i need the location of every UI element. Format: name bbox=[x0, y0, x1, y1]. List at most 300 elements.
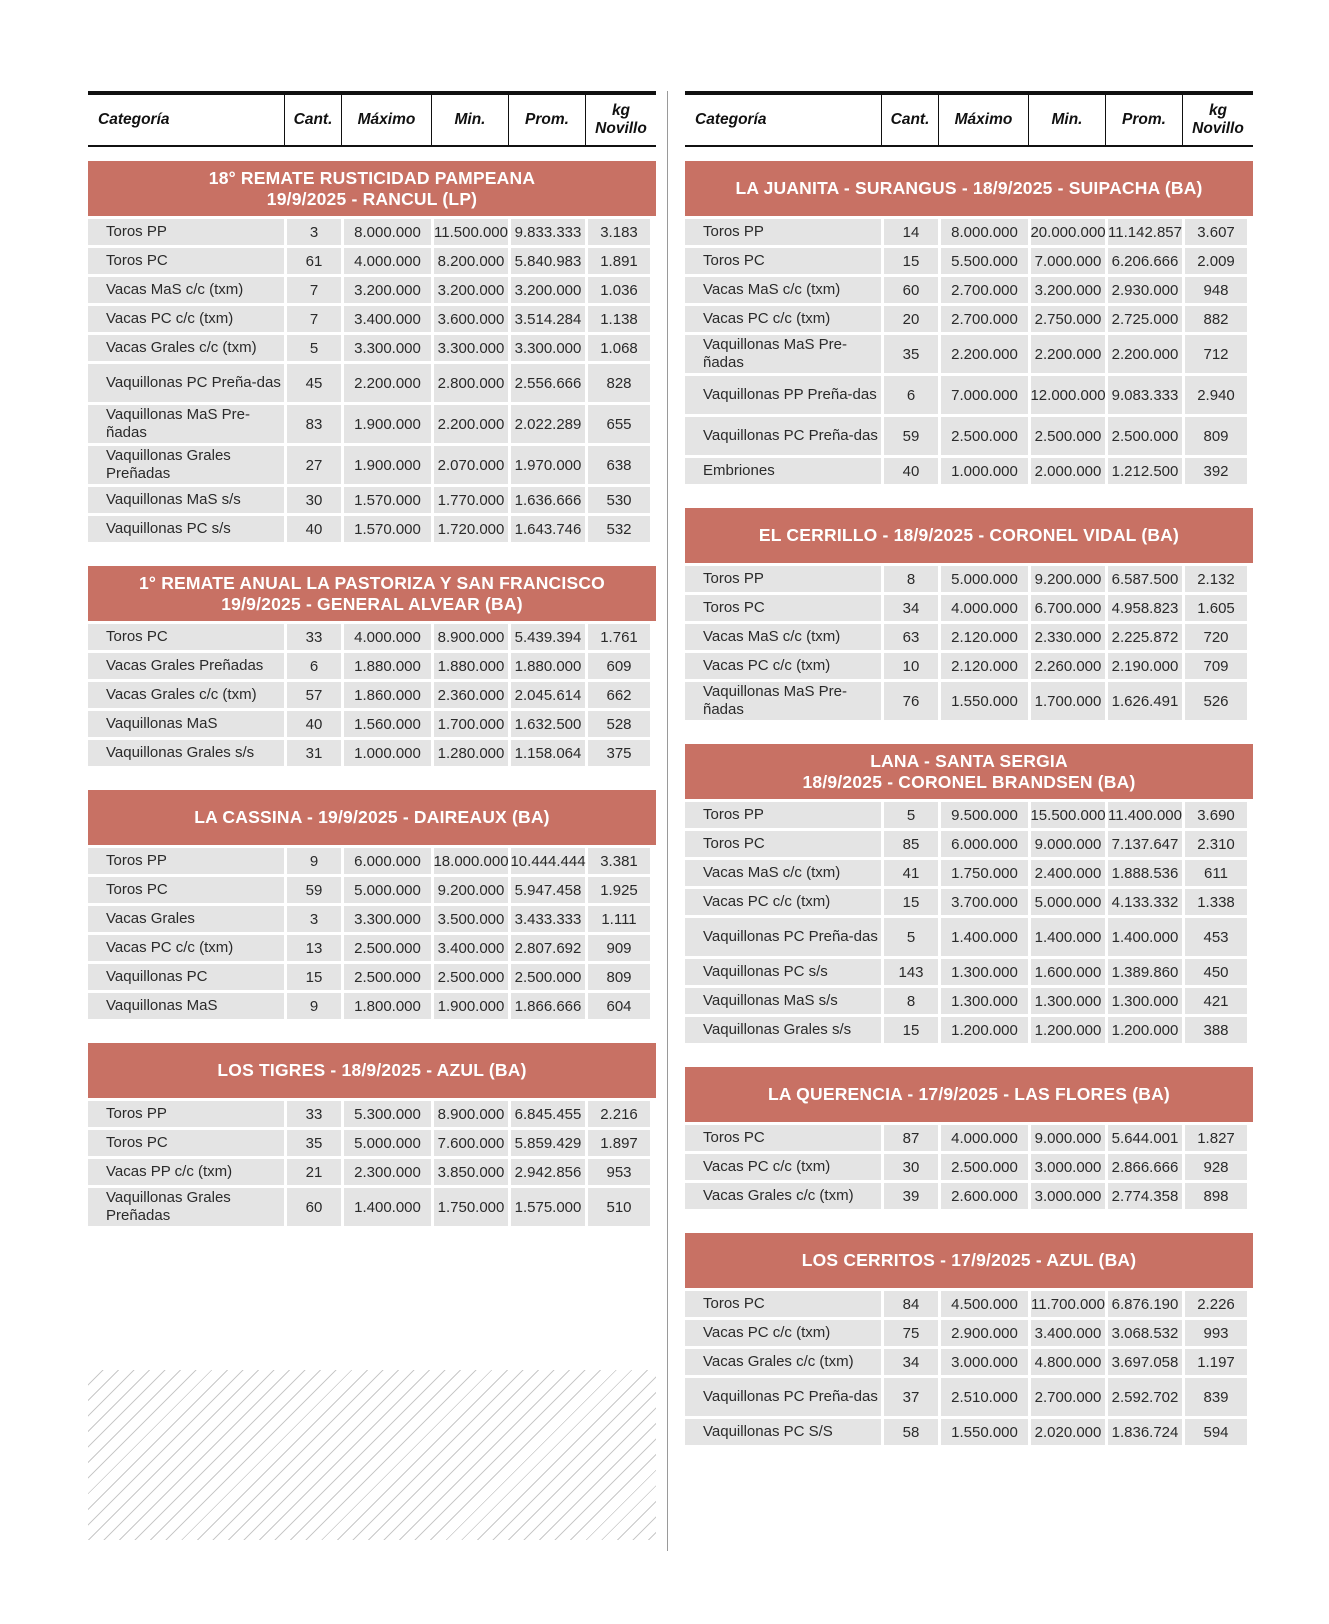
cell-cant: 34 bbox=[884, 595, 938, 621]
cell-min: 1.700.000 bbox=[434, 711, 508, 737]
cell-prom: 1.632.500 bbox=[511, 711, 585, 737]
header-maximo: Máximo bbox=[938, 95, 1028, 145]
table-row bbox=[88, 487, 656, 513]
cell-kg-novillo: 909 bbox=[588, 935, 650, 961]
cell-kg-novillo: 1.891 bbox=[588, 248, 650, 274]
auction-section bbox=[685, 744, 1253, 1043]
cell-maximo: 2.120.000 bbox=[941, 653, 1028, 679]
cell-kg-novillo: 3.183 bbox=[588, 219, 650, 245]
cell-kg-novillo: 604 bbox=[588, 993, 650, 1019]
header-categoria: Categoría bbox=[695, 111, 767, 129]
cell-categoria: Toros PC bbox=[88, 248, 284, 274]
cell-kg-novillo: 839 bbox=[1185, 1378, 1247, 1416]
cell-kg-novillo: 530 bbox=[588, 487, 650, 513]
cell-min: 8.900.000 bbox=[434, 624, 508, 650]
cell-kg-novillo: 609 bbox=[588, 653, 650, 679]
cell-cant: 35 bbox=[287, 1130, 341, 1156]
cell-cant: 83 bbox=[287, 405, 341, 443]
cell-prom: 2.200.000 bbox=[1108, 335, 1182, 373]
cell-kg-novillo: 375 bbox=[588, 740, 650, 766]
cell-prom: 11.400.000 bbox=[1108, 802, 1182, 828]
table-row bbox=[685, 1125, 1253, 1151]
table-row bbox=[88, 964, 656, 990]
cell-cant: 60 bbox=[884, 277, 938, 303]
cell-prom: 6.845.455 bbox=[511, 1101, 585, 1127]
table-row bbox=[685, 1378, 1253, 1416]
table-row bbox=[88, 446, 656, 484]
cell-prom: 3.300.000 bbox=[511, 335, 585, 361]
cell-categoria: Vaquillonas PC S/S bbox=[685, 1419, 881, 1445]
section-title-line: EL CERRILLO - 18/9/2025 - CORONEL VIDAL (BA) bbox=[758, 525, 1180, 545]
section-title-line: LA QUERENCIA - 17/9/2025 - LAS FLORES (BA) bbox=[768, 1084, 1170, 1104]
cell-kg-novillo: 2.216 bbox=[588, 1101, 650, 1127]
cell-min: 9.000.000 bbox=[1031, 1125, 1105, 1151]
cell-kg-novillo: 1.605 bbox=[1185, 595, 1247, 621]
cell-prom: 1.643.746 bbox=[511, 516, 585, 542]
cell-cant: 6 bbox=[884, 376, 938, 414]
cell-kg-novillo: 1.338 bbox=[1185, 889, 1247, 915]
cell-cant: 15 bbox=[884, 248, 938, 274]
cell-min: 9.200.000 bbox=[1031, 566, 1105, 592]
cell-maximo: 1.800.000 bbox=[344, 993, 431, 1019]
cell-min: 3.500.000 bbox=[434, 906, 508, 932]
cell-min: 9.200.000 bbox=[434, 877, 508, 903]
cell-maximo: 3.300.000 bbox=[344, 335, 431, 361]
section-title bbox=[88, 790, 656, 845]
auction-section bbox=[88, 161, 656, 542]
cell-cant: 8 bbox=[884, 988, 938, 1014]
cell-kg-novillo: 392 bbox=[1185, 458, 1247, 484]
cell-cant: 14 bbox=[884, 219, 938, 245]
cell-categoria: Vacas PC c/c (txm) bbox=[685, 1154, 881, 1180]
table-row bbox=[88, 653, 656, 679]
cell-maximo: 3.400.000 bbox=[344, 306, 431, 332]
cell-prom: 2.500.000 bbox=[1108, 417, 1182, 455]
cell-kg-novillo: 1.761 bbox=[588, 624, 650, 650]
table-row bbox=[685, 1419, 1253, 1445]
cell-categoria: Vaquillonas MaS Pre-ñadas bbox=[88, 405, 284, 443]
cell-categoria: Vacas Grales c/c (txm) bbox=[685, 1183, 881, 1209]
table-row bbox=[88, 906, 656, 932]
section-title-line: 18/9/2025 - CORONEL BRANDSEN (BA) bbox=[802, 771, 1136, 792]
cell-categoria: Toros PP bbox=[88, 1101, 284, 1127]
cell-cant: 41 bbox=[884, 860, 938, 886]
cell-prom: 2.225.872 bbox=[1108, 624, 1182, 650]
cell-kg-novillo: 898 bbox=[1185, 1183, 1247, 1209]
cell-categoria: Vaquillonas MaS s/s bbox=[88, 487, 284, 513]
cell-cant: 59 bbox=[287, 877, 341, 903]
table-row bbox=[88, 335, 656, 361]
cell-min: 11.500.000 bbox=[434, 219, 508, 245]
table-row bbox=[88, 877, 656, 903]
cell-min: 2.200.000 bbox=[1031, 335, 1105, 373]
cell-cant: 6 bbox=[287, 653, 341, 679]
cell-maximo: 1.300.000 bbox=[941, 959, 1028, 985]
table-row bbox=[685, 802, 1253, 828]
cell-prom: 11.142.857 bbox=[1108, 219, 1182, 245]
cell-cant: 30 bbox=[287, 487, 341, 513]
table-row bbox=[88, 848, 656, 874]
cell-kg-novillo: 388 bbox=[1185, 1017, 1247, 1043]
cell-categoria: Vaquillonas Grales Preñadas bbox=[88, 446, 284, 484]
cell-categoria: Toros PP bbox=[685, 566, 881, 592]
table-row bbox=[88, 1159, 656, 1185]
cell-maximo: 2.500.000 bbox=[344, 964, 431, 990]
section-title-line: 1° REMATE ANUAL LA PASTORIZA Y SAN FRANCISCO bbox=[139, 572, 605, 593]
cell-prom: 2.866.666 bbox=[1108, 1154, 1182, 1180]
cell-cant: 3 bbox=[287, 906, 341, 932]
header-min: Min. bbox=[1028, 95, 1105, 145]
cell-maximo: 1.550.000 bbox=[941, 1419, 1028, 1445]
cell-prom: 2.942.856 bbox=[511, 1159, 585, 1185]
cell-min: 1.400.000 bbox=[1031, 918, 1105, 956]
cell-prom: 1.626.491 bbox=[1108, 682, 1182, 720]
cell-cant: 15 bbox=[287, 964, 341, 990]
cell-kg-novillo: 2.940 bbox=[1185, 376, 1247, 414]
cell-categoria: Vaquillonas PC Preña-das bbox=[685, 918, 881, 956]
cell-prom: 1.389.860 bbox=[1108, 959, 1182, 985]
table-row bbox=[88, 405, 656, 443]
cell-kg-novillo: 993 bbox=[1185, 1320, 1247, 1346]
right-sections bbox=[685, 161, 1253, 1445]
cell-cant: 9 bbox=[287, 993, 341, 1019]
cell-maximo: 2.200.000 bbox=[941, 335, 1028, 373]
cell-maximo: 2.500.000 bbox=[941, 417, 1028, 455]
cell-kg-novillo: 1.897 bbox=[588, 1130, 650, 1156]
cell-prom: 3.200.000 bbox=[511, 277, 585, 303]
table-row bbox=[685, 417, 1253, 455]
cell-categoria: Toros PC bbox=[88, 877, 284, 903]
cell-categoria: Vacas PP c/c (txm) bbox=[88, 1159, 284, 1185]
cell-cant: 45 bbox=[287, 364, 341, 402]
cell-prom: 3.433.333 bbox=[511, 906, 585, 932]
cell-prom: 1.300.000 bbox=[1108, 988, 1182, 1014]
cell-maximo: 2.700.000 bbox=[941, 277, 1028, 303]
cell-cant: 10 bbox=[884, 653, 938, 679]
cell-prom: 2.022.289 bbox=[511, 405, 585, 443]
cell-min: 2.500.000 bbox=[1031, 417, 1105, 455]
right-column bbox=[685, 91, 1253, 1448]
table-row bbox=[685, 682, 1253, 720]
cell-min: 1.750.000 bbox=[434, 1188, 508, 1226]
section-title-line: 19/9/2025 - RANCUL (LP) bbox=[266, 188, 478, 209]
table-row bbox=[685, 918, 1253, 956]
cell-categoria: Toros PC bbox=[88, 1130, 284, 1156]
cell-min: 3.400.000 bbox=[1031, 1320, 1105, 1346]
cell-kg-novillo: 532 bbox=[588, 516, 650, 542]
cell-kg-novillo: 421 bbox=[1185, 988, 1247, 1014]
cell-min: 3.200.000 bbox=[1031, 277, 1105, 303]
cell-cant: 75 bbox=[884, 1320, 938, 1346]
table-row bbox=[88, 711, 656, 737]
table-row bbox=[88, 219, 656, 245]
cell-categoria: Vaquillonas PC Preña-das bbox=[685, 417, 881, 455]
cell-prom: 4.133.332 bbox=[1108, 889, 1182, 915]
cell-kg-novillo: 720 bbox=[1185, 624, 1247, 650]
cell-maximo: 2.200.000 bbox=[344, 364, 431, 402]
cell-categoria: Vacas Grales Preñadas bbox=[88, 653, 284, 679]
cell-categoria: Vaquillonas MaS Pre-ñadas bbox=[685, 682, 881, 720]
cell-maximo: 6.000.000 bbox=[344, 848, 431, 874]
cell-prom: 5.859.429 bbox=[511, 1130, 585, 1156]
cell-maximo: 4.000.000 bbox=[344, 624, 431, 650]
cell-cant: 40 bbox=[287, 711, 341, 737]
left-column bbox=[88, 91, 656, 1229]
table-row bbox=[685, 1154, 1253, 1180]
cell-kg-novillo: 948 bbox=[1185, 277, 1247, 303]
cell-cant: 87 bbox=[884, 1125, 938, 1151]
table-header bbox=[88, 91, 656, 147]
cell-min: 1.720.000 bbox=[434, 516, 508, 542]
table-row bbox=[685, 959, 1253, 985]
cell-cant: 33 bbox=[287, 1101, 341, 1127]
cell-maximo: 1.570.000 bbox=[344, 516, 431, 542]
cell-prom: 1.888.536 bbox=[1108, 860, 1182, 886]
cell-prom: 9.833.333 bbox=[511, 219, 585, 245]
cell-maximo: 7.000.000 bbox=[941, 376, 1028, 414]
cell-maximo: 1.000.000 bbox=[941, 458, 1028, 484]
cell-cant: 39 bbox=[884, 1183, 938, 1209]
cell-prom: 5.947.458 bbox=[511, 877, 585, 903]
table-row bbox=[685, 595, 1253, 621]
cell-kg-novillo: 709 bbox=[1185, 653, 1247, 679]
cell-categoria: Vacas PC c/c (txm) bbox=[88, 306, 284, 332]
cell-categoria: Toros PC bbox=[685, 595, 881, 621]
cell-min: 2.700.000 bbox=[1031, 1378, 1105, 1416]
cell-kg-novillo: 450 bbox=[1185, 959, 1247, 985]
cell-min: 3.400.000 bbox=[434, 935, 508, 961]
cell-categoria: Toros PC bbox=[685, 1291, 881, 1317]
cell-min: 4.800.000 bbox=[1031, 1349, 1105, 1375]
cell-kg-novillo: 510 bbox=[588, 1188, 650, 1226]
table-row bbox=[685, 831, 1253, 857]
cell-min: 1.880.000 bbox=[434, 653, 508, 679]
cell-cant: 40 bbox=[884, 458, 938, 484]
cell-categoria: Toros PC bbox=[685, 831, 881, 857]
cell-cant: 76 bbox=[884, 682, 938, 720]
cell-prom: 1.836.724 bbox=[1108, 1419, 1182, 1445]
cell-prom: 2.500.000 bbox=[511, 964, 585, 990]
cell-prom: 7.137.647 bbox=[1108, 831, 1182, 857]
cell-categoria: Vacas MaS c/c (txm) bbox=[88, 277, 284, 303]
cell-prom: 2.592.702 bbox=[1108, 1378, 1182, 1416]
table-row bbox=[685, 624, 1253, 650]
table-row bbox=[88, 740, 656, 766]
table-row bbox=[88, 1188, 656, 1226]
cell-kg-novillo: 712 bbox=[1185, 335, 1247, 373]
cell-min: 2.750.000 bbox=[1031, 306, 1105, 332]
cell-kg-novillo: 828 bbox=[588, 364, 650, 402]
cell-maximo: 3.000.000 bbox=[941, 1349, 1028, 1375]
cell-cant: 34 bbox=[884, 1349, 938, 1375]
cell-cant: 33 bbox=[287, 624, 341, 650]
cell-maximo: 2.510.000 bbox=[941, 1378, 1028, 1416]
cell-maximo: 1.900.000 bbox=[344, 446, 431, 484]
cell-kg-novillo: 1.138 bbox=[588, 306, 650, 332]
cell-min: 11.700.000 bbox=[1031, 1291, 1105, 1317]
cell-maximo: 6.000.000 bbox=[941, 831, 1028, 857]
cell-min: 1.300.000 bbox=[1031, 988, 1105, 1014]
cell-cant: 8 bbox=[884, 566, 938, 592]
table-row bbox=[685, 653, 1253, 679]
auction-section bbox=[88, 790, 656, 1019]
cell-kg-novillo: 1.197 bbox=[1185, 1349, 1247, 1375]
cell-kg-novillo: 453 bbox=[1185, 918, 1247, 956]
cell-prom: 1.575.000 bbox=[511, 1188, 585, 1226]
cell-min: 9.000.000 bbox=[1031, 831, 1105, 857]
cell-min: 2.070.000 bbox=[434, 446, 508, 484]
table-row bbox=[88, 624, 656, 650]
cell-min: 1.600.000 bbox=[1031, 959, 1105, 985]
cell-categoria: Vacas Grales c/c (txm) bbox=[88, 335, 284, 361]
cell-min: 2.500.000 bbox=[434, 964, 508, 990]
cell-prom: 5.439.394 bbox=[511, 624, 585, 650]
cell-maximo: 1.400.000 bbox=[344, 1188, 431, 1226]
cell-prom: 1.200.000 bbox=[1108, 1017, 1182, 1043]
cell-min: 1.280.000 bbox=[434, 740, 508, 766]
cell-cant: 85 bbox=[884, 831, 938, 857]
cell-min: 2.400.000 bbox=[1031, 860, 1105, 886]
header-min: Min. bbox=[431, 95, 508, 145]
cell-maximo: 2.300.000 bbox=[344, 1159, 431, 1185]
cell-prom: 2.930.000 bbox=[1108, 277, 1182, 303]
table-row bbox=[88, 682, 656, 708]
table-row bbox=[88, 277, 656, 303]
cell-min: 20.000.000 bbox=[1031, 219, 1105, 245]
table-row bbox=[685, 277, 1253, 303]
cell-kg-novillo: 1.068 bbox=[588, 335, 650, 361]
cell-min: 1.900.000 bbox=[434, 993, 508, 1019]
header-cant: Cant. bbox=[284, 95, 341, 145]
cell-maximo: 5.000.000 bbox=[344, 877, 431, 903]
cell-cant: 15 bbox=[884, 1017, 938, 1043]
cell-prom: 5.840.983 bbox=[511, 248, 585, 274]
section-title bbox=[685, 1233, 1253, 1288]
cell-maximo: 5.300.000 bbox=[344, 1101, 431, 1127]
cell-categoria: Toros PP bbox=[685, 802, 881, 828]
cell-kg-novillo: 2.226 bbox=[1185, 1291, 1247, 1317]
cell-maximo: 1.860.000 bbox=[344, 682, 431, 708]
cell-maximo: 2.120.000 bbox=[941, 624, 1028, 650]
section-title bbox=[88, 1043, 656, 1098]
column-divider bbox=[667, 91, 668, 1551]
cell-maximo: 1.570.000 bbox=[344, 487, 431, 513]
cell-categoria: Vacas Grales c/c (txm) bbox=[685, 1349, 881, 1375]
table-row bbox=[685, 335, 1253, 373]
cell-min: 2.000.000 bbox=[1031, 458, 1105, 484]
cell-maximo: 4.000.000 bbox=[344, 248, 431, 274]
cell-categoria: Vaquillonas PC s/s bbox=[88, 516, 284, 542]
table-row bbox=[88, 364, 656, 402]
cell-cant: 143 bbox=[884, 959, 938, 985]
table-row bbox=[88, 516, 656, 542]
cell-min: 2.200.000 bbox=[434, 405, 508, 443]
cell-kg-novillo: 3.381 bbox=[588, 848, 650, 874]
auction-section bbox=[88, 1043, 656, 1226]
cell-min: 1.770.000 bbox=[434, 487, 508, 513]
cell-categoria: Vacas MaS c/c (txm) bbox=[685, 277, 881, 303]
cell-kg-novillo: 526 bbox=[1185, 682, 1247, 720]
cell-cant: 15 bbox=[884, 889, 938, 915]
cell-cant: 5 bbox=[884, 918, 938, 956]
cell-kg-novillo: 1.111 bbox=[588, 906, 650, 932]
cell-categoria: Vaquillonas PC Preña-das bbox=[685, 1378, 881, 1416]
table-row bbox=[88, 248, 656, 274]
cell-min: 2.800.000 bbox=[434, 364, 508, 402]
cell-cant: 61 bbox=[287, 248, 341, 274]
cell-prom: 1.212.500 bbox=[1108, 458, 1182, 484]
cell-maximo: 1.880.000 bbox=[344, 653, 431, 679]
cell-categoria: Vaquillonas PC Preña-das bbox=[88, 364, 284, 402]
cell-maximo: 1.200.000 bbox=[941, 1017, 1028, 1043]
cell-kg-novillo: 594 bbox=[1185, 1419, 1247, 1445]
section-title-line: LA CASSINA - 19/9/2025 - DAIREAUX (BA) bbox=[194, 807, 550, 827]
cell-categoria: Vaquillonas PC bbox=[88, 964, 284, 990]
cell-min: 2.330.000 bbox=[1031, 624, 1105, 650]
header-prom: Prom. bbox=[1105, 95, 1182, 145]
cell-min: 8.900.000 bbox=[434, 1101, 508, 1127]
cell-min: 18.000.000 bbox=[434, 848, 508, 874]
cell-maximo: 5.500.000 bbox=[941, 248, 1028, 274]
cell-maximo: 2.500.000 bbox=[941, 1154, 1028, 1180]
hatched-placeholder bbox=[88, 1370, 656, 1540]
cell-categoria: Vaquillonas Grales s/s bbox=[88, 740, 284, 766]
cell-categoria: Toros PC bbox=[685, 1125, 881, 1151]
cell-categoria: Vaquillonas MaS bbox=[88, 993, 284, 1019]
cell-cant: 57 bbox=[287, 682, 341, 708]
cell-categoria: Vacas Grales bbox=[88, 906, 284, 932]
cell-prom: 1.970.000 bbox=[511, 446, 585, 484]
cell-maximo: 3.300.000 bbox=[344, 906, 431, 932]
cell-maximo: 1.750.000 bbox=[941, 860, 1028, 886]
cell-min: 5.000.000 bbox=[1031, 889, 1105, 915]
table-row bbox=[685, 376, 1253, 414]
table-row bbox=[685, 306, 1253, 332]
table-row bbox=[88, 306, 656, 332]
cell-prom: 4.958.823 bbox=[1108, 595, 1182, 621]
table-row bbox=[88, 1130, 656, 1156]
table-row bbox=[685, 458, 1253, 484]
cell-maximo: 5.000.000 bbox=[344, 1130, 431, 1156]
cell-categoria: Toros PC bbox=[88, 624, 284, 650]
section-title-line: LOS TIGRES - 18/9/2025 - AZUL (BA) bbox=[217, 1060, 527, 1080]
cell-cant: 60 bbox=[287, 1188, 341, 1226]
cell-prom: 1.866.666 bbox=[511, 993, 585, 1019]
header-categoria: Categoría bbox=[98, 111, 170, 129]
table-row bbox=[685, 1349, 1253, 1375]
table-row bbox=[685, 988, 1253, 1014]
cell-categoria: Vaquillonas Grales Preñadas bbox=[88, 1188, 284, 1226]
cell-prom: 2.725.000 bbox=[1108, 306, 1182, 332]
cell-min: 1.700.000 bbox=[1031, 682, 1105, 720]
cell-prom: 6.876.190 bbox=[1108, 1291, 1182, 1317]
cell-maximo: 1.400.000 bbox=[941, 918, 1028, 956]
cell-kg-novillo: 809 bbox=[1185, 417, 1247, 455]
cell-prom: 3.514.284 bbox=[511, 306, 585, 332]
cell-categoria: Vacas PC c/c (txm) bbox=[685, 306, 881, 332]
auction-section bbox=[685, 1233, 1253, 1445]
table-row bbox=[685, 1183, 1253, 1209]
cell-kg-novillo: 2.310 bbox=[1185, 831, 1247, 857]
cell-cant: 40 bbox=[287, 516, 341, 542]
cell-categoria: Vacas Grales c/c (txm) bbox=[88, 682, 284, 708]
cell-prom: 1.400.000 bbox=[1108, 918, 1182, 956]
cell-min: 3.850.000 bbox=[434, 1159, 508, 1185]
auction-section bbox=[685, 161, 1253, 484]
cell-prom: 1.880.000 bbox=[511, 653, 585, 679]
cell-cant: 3 bbox=[287, 219, 341, 245]
cell-kg-novillo: 953 bbox=[588, 1159, 650, 1185]
